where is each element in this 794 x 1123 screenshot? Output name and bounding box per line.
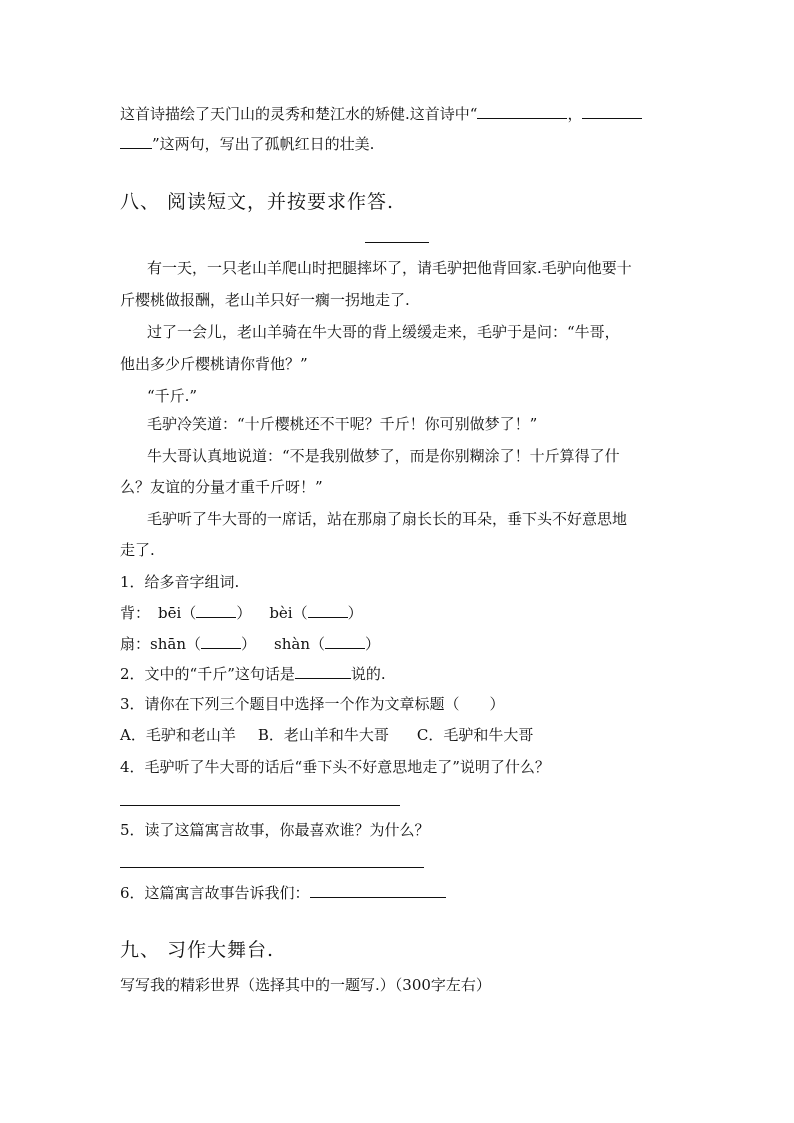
question-6: 6．这篇寓言故事告诉我们： — [120, 882, 446, 903]
poem-text-line-2 — [120, 133, 374, 154]
section-9-heading: 九、 习作大舞台. — [120, 939, 275, 961]
poem-blank-1[interactable] — [477, 103, 567, 119]
answer-blank[interactable] — [196, 602, 236, 618]
passage-line: 他出多少斤樱桃请你背他？” — [120, 355, 308, 373]
passage-line: 过了一会儿，老山羊骑在牛大哥的背上缓缓走来，毛驴于是问：“牛哥， — [147, 323, 620, 341]
poem-text-before: 这首诗描绘了天门山的灵秀和楚江水的矫健.这首诗中“ — [120, 105, 478, 123]
question-3-options — [120, 725, 533, 745]
question-2: 2．文中的“千斤”这句话是 说的. — [120, 665, 386, 683]
answer-line[interactable] — [120, 805, 400, 806]
question-4: 4．毛驴听了牛大哥的话后“垂下头不好意思地走了”说明了什么？ — [120, 758, 550, 776]
answer-line[interactable] — [120, 867, 424, 868]
question-1-bei: 背： bēi（ ） bèi（ ） — [120, 604, 363, 622]
passage-line: 斤樱桃做报酬，老山羊只好一瘸一拐地走了. — [120, 291, 410, 309]
question-3: 3．请你在下列三个题目中选择一个作为文章标题（ ） — [120, 695, 505, 713]
passage-line: 走了. — [120, 541, 155, 559]
passage-line: “千斤.” — [147, 387, 198, 405]
passage-line: 牛大哥认真地说道：“不是我别做梦了，而是你别糊涂了！十斤算得了什 — [147, 447, 620, 465]
answer-blank[interactable] — [308, 602, 348, 618]
passage-title-blank[interactable] — [365, 242, 429, 243]
option-c[interactable]: C．毛驴和牛大哥 — [416, 726, 534, 744]
poem-blank-2b[interactable] — [120, 133, 152, 149]
poem-text-line-1 — [120, 103, 642, 124]
pinyin: bèi — [269, 604, 293, 622]
pinyin: shàn — [274, 635, 310, 653]
answer-blank[interactable] — [201, 633, 241, 649]
option-b[interactable]: B．老山羊和牛大哥 — [257, 726, 389, 744]
answer-blank[interactable] — [295, 663, 351, 679]
section-8-heading: 八、 阅读短文，并按要求作答. — [120, 191, 395, 213]
passage-line: 有一天，一只老山羊爬山时把腿摔坏了，请毛驴把他背回家.毛驴向他要十 — [147, 259, 632, 277]
poem-comma: ， — [567, 105, 583, 123]
question-5: 5．读了这篇寓言故事，你最喜欢谁？为什么？ — [120, 821, 430, 839]
shan-label: 扇： — [120, 635, 151, 653]
pinyin: shān — [150, 635, 186, 653]
answer-blank[interactable] — [310, 882, 446, 898]
option-a[interactable]: A．毛驴和老山羊 — [120, 726, 236, 744]
poem-text-after: ”这两句，写出了孤帆红日的壮美. — [152, 135, 375, 153]
passage-line: 毛驴听了牛大哥的一席话，站在那扇了扇长长的耳朵，垂下头不好意思地 — [147, 510, 628, 528]
poem-blank-2a[interactable] — [582, 103, 642, 119]
question-1-title: 1．给多音字组词. — [120, 573, 240, 591]
bei-label: 背： — [120, 604, 151, 622]
passage-line: 么？友谊的分量才重千斤呀！” — [120, 478, 323, 496]
answer-blank[interactable] — [325, 633, 365, 649]
passage-line: 毛驴冷笑道：“十斤樱桃还不干呢？千斤！你可别做梦了！” — [147, 415, 538, 433]
question-1-shan: 扇：shān（ ） shàn（ ） — [120, 635, 381, 653]
pinyin: bēi — [158, 604, 182, 622]
section-9-instruction: 写写我的精彩世界（选择其中的一题写.）（300字左右） — [120, 976, 491, 994]
